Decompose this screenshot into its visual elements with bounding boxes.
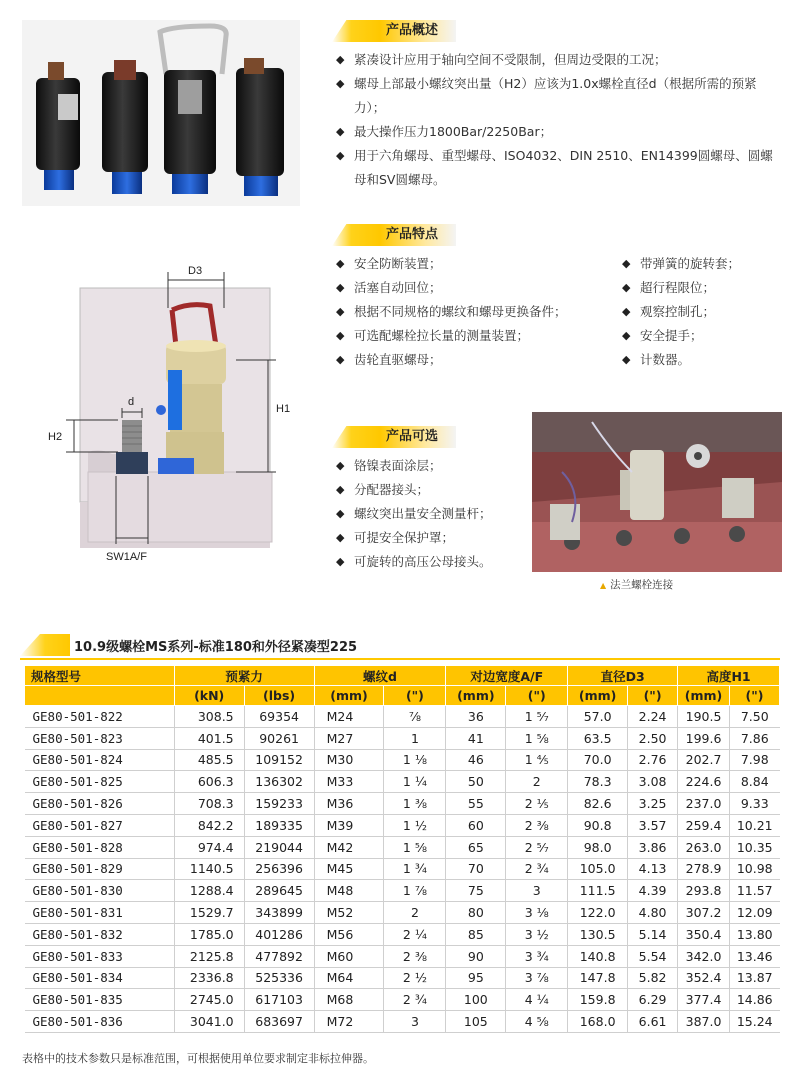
h1-mm-cell: 352.4: [678, 967, 730, 989]
diamond-bullet-icon: ◆: [336, 281, 345, 294]
unit-kn: (kN): [174, 686, 244, 706]
table-section-header: [20, 632, 780, 658]
force-kn-cell: 708.3: [174, 793, 244, 815]
col-thread: 螺纹d: [314, 666, 446, 686]
af-in-cell: 2 ⅕: [506, 793, 568, 815]
options-header: [332, 426, 456, 448]
force-kn-cell: 842.2: [174, 814, 244, 836]
thread-mm-cell: M33: [314, 771, 384, 793]
af-mm-cell: 65: [446, 836, 506, 858]
header-rule: [20, 658, 780, 660]
d3-mm-cell: 70.0: [568, 749, 628, 771]
d3-mm-cell: 78.3: [568, 771, 628, 793]
force-kn-cell: 2745.0: [174, 989, 244, 1011]
model-cell: GE80-501-834: [25, 967, 175, 989]
diamond-bullet-icon: ◆: [622, 305, 631, 318]
table-row: [25, 989, 780, 1011]
list-item: ◆ 分配器接头；: [336, 478, 530, 502]
diamond-bullet-icon: ◆: [336, 459, 345, 472]
af-in-cell: 2: [506, 771, 568, 793]
diamond-bullet-icon: ◆: [336, 555, 345, 568]
force-kn-cell: 485.5: [174, 749, 244, 771]
diamond-bullet-icon: ◆: [336, 53, 345, 66]
af-mm-cell: 36: [446, 706, 506, 728]
d3-in-cell: 5.82: [628, 967, 678, 989]
h1-mm-cell: 387.0: [678, 1011, 730, 1033]
list-item: ◆ 可提安全保护罩；: [336, 526, 530, 550]
list-item: ◆ 根据不同规格的螺纹和螺母更换备件；: [336, 300, 608, 324]
af-mm-cell: 75: [446, 880, 506, 902]
d3-mm-cell: 122.0: [568, 902, 628, 924]
diamond-bullet-icon: ◆: [336, 77, 345, 90]
table-row: [25, 749, 780, 771]
overview-title: 产品概述: [380, 20, 456, 42]
list-item: ◆ 螺纹突出量安全测量杆；: [336, 502, 530, 526]
af-in-cell: 2 ¾: [506, 858, 568, 880]
h1-in-cell: 12.09: [730, 902, 780, 924]
thread-mm-cell: M68: [314, 989, 384, 1011]
model-cell: GE80-501-825: [25, 771, 175, 793]
table-row: [25, 814, 780, 836]
thread-mm-cell: M27: [314, 727, 384, 749]
force-lbs-cell: 256396: [244, 858, 314, 880]
thread-mm-cell: M48: [314, 880, 384, 902]
h1-in-cell: 11.57: [730, 880, 780, 902]
diamond-bullet-icon: ◆: [336, 353, 345, 366]
h1-in-cell: 9.33: [730, 793, 780, 815]
col-h1: 高度H1: [678, 666, 780, 686]
list-item: ◆ 可选配螺栓拉长量的测量装置；: [336, 324, 608, 348]
model-cell: GE80-501-832: [25, 923, 175, 945]
af-mm-cell: 70: [446, 858, 506, 880]
thread-in-cell: 1 ½: [384, 814, 446, 836]
d3-mm-cell: 147.8: [568, 967, 628, 989]
sw-af-label: SW1A/F: [106, 551, 147, 563]
header-accent: [332, 224, 380, 246]
features-header: [332, 224, 456, 246]
list-item: ◆ 观察控制孔；: [622, 300, 782, 324]
force-lbs-cell: 109152: [244, 749, 314, 771]
thread-in-cell: 1 ⅝: [384, 836, 446, 858]
model-cell: GE80-501-828: [25, 836, 175, 858]
list-item: ◆ 紧凑设计应用于轴向空间不受限制，但周边受限的工况；: [336, 48, 784, 72]
force-kn-cell: 1529.7: [174, 902, 244, 924]
product-photo: [22, 20, 300, 206]
col-d3: 直径D3: [568, 666, 678, 686]
af-in-cell: 4 ⅝: [506, 1011, 568, 1033]
h1-in-cell: 7.98: [730, 749, 780, 771]
af-in-cell: 1 ⁵⁄₇: [506, 706, 568, 728]
h1-in-cell: 13.80: [730, 923, 780, 945]
af-mm-cell: 55: [446, 793, 506, 815]
h1-mm-cell: 263.0: [678, 836, 730, 858]
thread-mm-cell: M30: [314, 749, 384, 771]
h1-mm-cell: 199.6: [678, 727, 730, 749]
model-cell: GE80-501-826: [25, 793, 175, 815]
d3-in-cell: 3.25: [628, 793, 678, 815]
d-label: d: [128, 396, 135, 408]
af-mm-cell: 46: [446, 749, 506, 771]
force-kn-cell: 1140.5: [174, 858, 244, 880]
features-title: 产品特点: [380, 224, 456, 246]
thread-mm-cell: M36: [314, 793, 384, 815]
model-cell: GE80-501-833: [25, 945, 175, 967]
force-kn-cell: 2125.8: [174, 945, 244, 967]
af-mm-cell: 100: [446, 989, 506, 1011]
table-row: [25, 945, 780, 967]
model-cell: GE80-501-836: [25, 1011, 175, 1033]
force-kn-cell: 3041.0: [174, 1011, 244, 1033]
h1-in-cell: 7.86: [730, 727, 780, 749]
list-item: ◆ 安全提手；: [622, 324, 782, 348]
h1-mm-cell: 342.0: [678, 945, 730, 967]
table-row: [25, 902, 780, 924]
spec-table: [24, 665, 780, 1033]
diamond-bullet-icon: ◆: [336, 483, 345, 496]
table-row: [25, 706, 780, 728]
force-lbs-cell: 289645: [244, 880, 314, 902]
force-lbs-cell: 401286: [244, 923, 314, 945]
h1-in-cell: 8.84: [730, 771, 780, 793]
d3-in-cell: 6.61: [628, 1011, 678, 1033]
table-row: [25, 880, 780, 902]
list-item: ◆ 可旋转的高压公母接头。: [336, 550, 530, 574]
list-item: ◆ 螺母上部最小螺纹突出量（H2）应该为1.0x螺栓直径d（根据所需的预紧力）；: [336, 72, 784, 120]
force-lbs-cell: 136302: [244, 771, 314, 793]
unit-in: ("): [506, 686, 568, 706]
force-kn-cell: 1288.4: [174, 880, 244, 902]
thread-in-cell: 2 ¾: [384, 989, 446, 1011]
force-kn-cell: 308.5: [174, 706, 244, 728]
diamond-bullet-icon: ◆: [336, 329, 345, 342]
thread-in-cell: 1 ⅜: [384, 793, 446, 815]
table-title: 10.9级螺栓MS系列-标准180和外径紧凑型225: [74, 639, 358, 655]
h1-mm-cell: 190.5: [678, 706, 730, 728]
diamond-bullet-icon: ◆: [336, 125, 345, 138]
options-list: [336, 454, 530, 574]
thread-in-cell: 1 ¾: [384, 858, 446, 880]
force-lbs-cell: 69354: [244, 706, 314, 728]
h1-mm-cell: 237.0: [678, 793, 730, 815]
list-item: ◆ 带弹簧的旋转套；: [622, 252, 782, 276]
d3-mm-cell: 90.8: [568, 814, 628, 836]
thread-mm-cell: M45: [314, 858, 384, 880]
h1-in-cell: 10.35: [730, 836, 780, 858]
af-mm-cell: 90: [446, 945, 506, 967]
list-item: ◆ 最大操作压力1800Bar/2250Bar；: [336, 120, 784, 144]
h1-in-cell: 14.86: [730, 989, 780, 1011]
header-accent: [332, 426, 380, 448]
d3-mm-cell: 82.6: [568, 793, 628, 815]
list-item: ◆ 计数器。: [622, 348, 782, 372]
h1-label: H1: [276, 403, 291, 415]
unit-in: ("): [628, 686, 678, 706]
h1-in-cell: 13.46: [730, 945, 780, 967]
thread-mm-cell: M56: [314, 923, 384, 945]
list-item: ◆ 活塞自动回位；: [336, 276, 608, 300]
af-in-cell: 1 ⅘: [506, 749, 568, 771]
thread-in-cell: 1 ¼: [384, 771, 446, 793]
col-af: 对边宽度A/F: [446, 666, 568, 686]
af-in-cell: 2 ⁵⁄₇: [506, 836, 568, 858]
features-left-list: [336, 252, 608, 372]
af-mm-cell: 85: [446, 923, 506, 945]
force-lbs-cell: 189335: [244, 814, 314, 836]
model-cell: GE80-501-827: [25, 814, 175, 836]
thread-mm-cell: M39: [314, 814, 384, 836]
model-cell: GE80-501-830: [25, 880, 175, 902]
thread-mm-cell: M64: [314, 967, 384, 989]
table-header-row: [25, 666, 780, 686]
h1-mm-cell: 350.4: [678, 923, 730, 945]
force-kn-cell: 1785.0: [174, 923, 244, 945]
d3-label: D3: [188, 265, 203, 277]
model-cell: GE80-501-824: [25, 749, 175, 771]
force-kn-cell: 2336.8: [174, 967, 244, 989]
d3-mm-cell: 98.0: [568, 836, 628, 858]
overview-list: [336, 48, 784, 192]
list-item: ◆ 用于六角螺母、重型螺母、ISO4032、DIN 2510、EN14399圆螺母、圆螺母和SV圆螺母。: [336, 144, 784, 192]
header-accent: [332, 20, 380, 42]
h1-in-cell: 13.87: [730, 967, 780, 989]
af-mm-cell: 50: [446, 771, 506, 793]
h1-in-cell: 15.24: [730, 1011, 780, 1033]
af-in-cell: 3 ⅛: [506, 902, 568, 924]
d3-in-cell: 5.14: [628, 923, 678, 945]
table-row: [25, 1011, 780, 1033]
h1-in-cell: 7.50: [730, 706, 780, 728]
diamond-bullet-icon: ◆: [622, 257, 631, 270]
tensioner-tools-illustration: [22, 20, 300, 206]
features-right-list: [622, 252, 782, 372]
table-row: [25, 923, 780, 945]
d3-in-cell: 3.08: [628, 771, 678, 793]
diamond-bullet-icon: ◆: [336, 507, 345, 520]
d3-in-cell: 2.24: [628, 706, 678, 728]
d3-in-cell: 2.76: [628, 749, 678, 771]
force-lbs-cell: 90261: [244, 727, 314, 749]
d3-in-cell: 4.39: [628, 880, 678, 902]
h1-mm-cell: 278.9: [678, 858, 730, 880]
model-cell: GE80-501-823: [25, 727, 175, 749]
diamond-bullet-icon: ◆: [622, 281, 631, 294]
d3-mm-cell: 63.5: [568, 727, 628, 749]
h1-in-cell: 10.21: [730, 814, 780, 836]
af-mm-cell: 60: [446, 814, 506, 836]
thread-in-cell: 2 ½: [384, 967, 446, 989]
force-lbs-cell: 683697: [244, 1011, 314, 1033]
unit-mm: (mm): [568, 686, 628, 706]
d3-in-cell: 2.50: [628, 727, 678, 749]
model-cell: GE80-501-835: [25, 989, 175, 1011]
af-in-cell: 3: [506, 880, 568, 902]
diamond-bullet-icon: ◆: [622, 353, 631, 366]
model-cell: GE80-501-822: [25, 706, 175, 728]
diamond-bullet-icon: ◆: [336, 531, 345, 544]
d3-mm-cell: 105.0: [568, 858, 628, 880]
thread-mm-cell: M60: [314, 945, 384, 967]
force-kn-cell: 974.4: [174, 836, 244, 858]
h1-mm-cell: 293.8: [678, 880, 730, 902]
diamond-bullet-icon: ◆: [336, 257, 345, 270]
af-in-cell: 3 ⅞: [506, 967, 568, 989]
flange-application-photo: [532, 412, 782, 572]
h1-mm-cell: 202.7: [678, 749, 730, 771]
d3-mm-cell: 140.8: [568, 945, 628, 967]
h1-mm-cell: 259.4: [678, 814, 730, 836]
af-mm-cell: 41: [446, 727, 506, 749]
af-in-cell: 4 ¼: [506, 989, 568, 1011]
force-lbs-cell: 525336: [244, 967, 314, 989]
unit-in: ("): [384, 686, 446, 706]
thread-mm-cell: M42: [314, 836, 384, 858]
force-lbs-cell: 219044: [244, 836, 314, 858]
d3-mm-cell: 57.0: [568, 706, 628, 728]
d3-mm-cell: 159.8: [568, 989, 628, 1011]
force-lbs-cell: 477892: [244, 945, 314, 967]
af-in-cell: 3 ½: [506, 923, 568, 945]
header-accent: [20, 634, 70, 656]
h1-mm-cell: 377.4: [678, 989, 730, 1011]
overview-header: [332, 20, 456, 42]
triangle-icon: ▲: [600, 581, 607, 590]
table-row: [25, 858, 780, 880]
af-in-cell: 1 ⅝: [506, 727, 568, 749]
table-row: [25, 967, 780, 989]
thread-in-cell: 3: [384, 1011, 446, 1033]
unit-mm: (mm): [446, 686, 506, 706]
d3-in-cell: 6.29: [628, 989, 678, 1011]
h1-mm-cell: 224.6: [678, 771, 730, 793]
h2-label: H2: [48, 431, 63, 443]
thread-in-cell: 2 ⅜: [384, 945, 446, 967]
table-unit-row: [25, 686, 780, 706]
photo-caption: ▲ 法兰螺栓连接: [600, 579, 674, 591]
thread-in-cell: 1: [384, 727, 446, 749]
thread-in-cell: ⅞: [384, 706, 446, 728]
model-cell: GE80-501-831: [25, 902, 175, 924]
list-item: ◆ 安全防断装置；: [336, 252, 608, 276]
dimension-diagram: [40, 262, 310, 572]
table-row: [25, 727, 780, 749]
unit-mm: (mm): [678, 686, 730, 706]
force-lbs-cell: 159233: [244, 793, 314, 815]
thread-in-cell: 1 ⅞: [384, 880, 446, 902]
force-kn-cell: 606.3: [174, 771, 244, 793]
d3-mm-cell: 168.0: [568, 1011, 628, 1033]
thread-mm-cell: M52: [314, 902, 384, 924]
col-model: 规格型号: [25, 666, 175, 686]
af-mm-cell: 80: [446, 902, 506, 924]
thread-in-cell: 1 ⅛: [384, 749, 446, 771]
thread-mm-cell: M72: [314, 1011, 384, 1033]
col-force: 预紧力: [174, 666, 314, 686]
d3-mm-cell: 111.5: [568, 880, 628, 902]
list-item: ◆ 齿轮直驱螺母；: [336, 348, 608, 372]
h1-mm-cell: 307.2: [678, 902, 730, 924]
thread-mm-cell: M24: [314, 706, 384, 728]
d3-in-cell: 3.57: [628, 814, 678, 836]
table-body: [25, 706, 780, 1033]
force-kn-cell: 401.5: [174, 727, 244, 749]
diamond-bullet-icon: ◆: [622, 329, 631, 342]
af-mm-cell: 105: [446, 1011, 506, 1033]
list-item: ◆ 超行程限位；: [622, 276, 782, 300]
h1-in-cell: 10.98: [730, 858, 780, 880]
af-mm-cell: 95: [446, 967, 506, 989]
table-row: [25, 771, 780, 793]
thread-in-cell: 2 ¼: [384, 923, 446, 945]
thread-in-cell: 2: [384, 902, 446, 924]
unit-lbs: (lbs): [244, 686, 314, 706]
list-item: ◆ 铬镍表面涂层；: [336, 454, 530, 478]
model-cell: GE80-501-829: [25, 858, 175, 880]
unit-blank: [25, 686, 175, 706]
diamond-bullet-icon: ◆: [336, 305, 345, 318]
table-row: [25, 836, 780, 858]
d3-in-cell: 3.86: [628, 836, 678, 858]
table-row: [25, 793, 780, 815]
af-in-cell: 3 ¾: [506, 945, 568, 967]
diamond-bullet-icon: ◆: [336, 149, 345, 162]
d3-mm-cell: 130.5: [568, 923, 628, 945]
options-title: 产品可选: [380, 426, 456, 448]
force-lbs-cell: 617103: [244, 989, 314, 1011]
unit-mm: (mm): [314, 686, 384, 706]
force-lbs-cell: 343899: [244, 902, 314, 924]
af-in-cell: 2 ⅜: [506, 814, 568, 836]
unit-in: ("): [730, 686, 780, 706]
d3-in-cell: 4.13: [628, 858, 678, 880]
footnote: 表格中的技术参数只是标准范围，可根据使用单位要求制定非标拉伸器。: [22, 1052, 374, 1065]
d3-in-cell: 5.54: [628, 945, 678, 967]
d3-in-cell: 4.80: [628, 902, 678, 924]
